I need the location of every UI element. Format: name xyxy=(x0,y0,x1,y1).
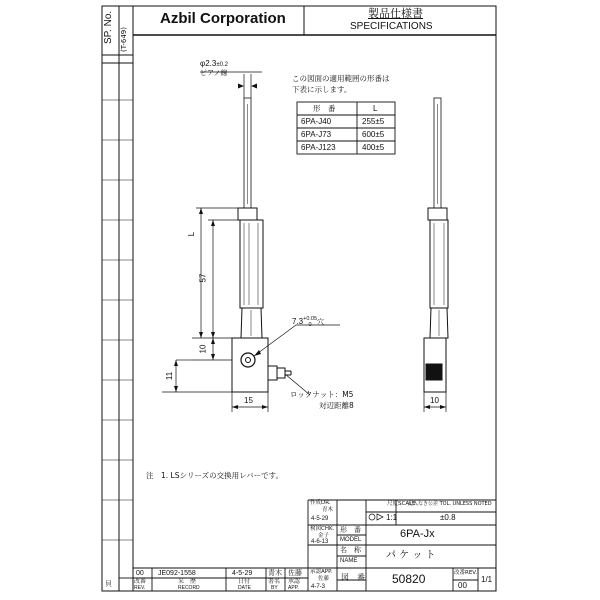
rev-entry-date: 4-5-29 xyxy=(232,570,253,577)
rev-entry-app: 佐藤 xyxy=(288,569,302,577)
dim-wire-dia-value: φ2.3 xyxy=(200,59,217,68)
dim-10: 10 xyxy=(198,344,208,354)
table-row-length: 400±5 xyxy=(362,143,385,152)
doc-type-jp: 製品仕様書 xyxy=(368,7,423,20)
tol-label: 記入なき公差 TOL. UNLESS NOTED xyxy=(408,501,492,507)
dim-hole-tol-lower: 0 xyxy=(308,322,312,329)
rev-header-record-en: RECORD xyxy=(178,585,200,591)
rev-header-date: 日付 xyxy=(238,578,251,585)
name-label-en: NAME xyxy=(340,558,358,564)
rev-left-mark: 貝 xyxy=(105,580,112,588)
footnote: 注 1. LSシリーズの交換用レバーです。 xyxy=(146,471,283,480)
side-sp-sub: (T-649) xyxy=(120,27,128,52)
table-row-length: 600±5 xyxy=(362,130,385,139)
approved-label: 承認APP. xyxy=(310,569,333,575)
side-sp-no: SP. No. xyxy=(103,10,114,44)
rev-header-date-en: DATE xyxy=(238,585,251,591)
tol-value: ±0.8 xyxy=(440,513,456,522)
dim-locknut: ロックナット：M5 xyxy=(290,390,354,399)
model-label: 形 番 xyxy=(340,526,361,534)
rev-header-rev-en: REV. xyxy=(134,585,146,591)
dim-l: L xyxy=(187,231,197,237)
dim-hole-suffix: 穴 xyxy=(317,319,325,327)
table-row-length: 255±5 xyxy=(362,117,385,126)
dwg-value: 50820 xyxy=(392,572,426,586)
drawn-name: 青木 xyxy=(322,507,334,513)
company-name: Azbil Corporation xyxy=(160,10,286,27)
dim-wire-dia-tol: ±0.2 xyxy=(216,62,228,68)
note-line-1: この図面の適用範囲の形番は xyxy=(292,74,390,83)
dim-57: 57 xyxy=(198,273,208,283)
dim-wire-dia xyxy=(200,60,228,68)
checked-date: 4-6-13 xyxy=(311,539,329,545)
model-label-en: MODEL xyxy=(340,537,362,543)
checked-name: 金子 xyxy=(318,533,330,539)
dim-hole-value: 7.3 xyxy=(292,317,304,327)
rev-entry-rev: 00 xyxy=(136,570,144,577)
table-row-model: 6PA-J73 xyxy=(301,130,332,139)
table-row-model: 6PA-J123 xyxy=(301,143,336,152)
dim-across-flats: 対辺距離8 xyxy=(319,401,354,410)
rev-header-by: 署名 xyxy=(268,578,281,585)
table-header-model: 形 番 xyxy=(313,104,336,113)
sheet-number: 1/1 xyxy=(481,575,493,584)
dim-15: 15 xyxy=(244,396,253,405)
table-row-model: 6PA-J40 xyxy=(301,117,332,126)
approved-date: 4-7-3 xyxy=(311,584,326,590)
checked-label: 検図CHK. xyxy=(310,526,335,532)
rev-value: 00 xyxy=(458,581,467,590)
rev-entry-by: 青木 xyxy=(268,569,282,577)
doc-type-en: SPECIFICATIONS xyxy=(350,21,433,32)
drawn-date: 4-5-29 xyxy=(311,516,329,522)
rev-header-record: 采 歴 xyxy=(178,578,197,585)
note-line-2: 下表に示します。 xyxy=(292,85,352,94)
rev-header-app: 承認 xyxy=(288,578,301,585)
dim-10-side: 10 xyxy=(430,396,439,405)
side-view xyxy=(424,98,448,392)
rev-header-by-en: BY xyxy=(271,585,278,591)
scale-label: 尺度SCALE xyxy=(387,501,416,507)
dim-hole-tol xyxy=(303,316,317,328)
dim-hole-tol-upper: +0.05 xyxy=(303,316,318,322)
approved-name: 佐藤 xyxy=(318,576,330,582)
table-header-l: L xyxy=(373,104,378,113)
rev-label: 改番REV. xyxy=(454,570,478,576)
name-label: 名 称 xyxy=(340,546,361,554)
dim-11: 11 xyxy=(165,371,175,381)
rev-entry-record: JE092-1558 xyxy=(158,570,196,577)
drawn-label: 作成DR. xyxy=(310,500,331,506)
dwg-label: 図 番 xyxy=(341,573,365,582)
name-value: パ ケ ッ ト xyxy=(386,550,436,561)
scale-value: 1:1 xyxy=(386,513,398,522)
front-view xyxy=(232,98,291,392)
rev-header-app-en: APP. xyxy=(288,585,299,591)
rev-header-rev: 改番 xyxy=(134,578,147,585)
model-value: 6PA-Jx xyxy=(400,528,435,540)
dim-wire-material: ピアノ線 xyxy=(200,69,228,77)
dim-hole xyxy=(292,316,324,328)
